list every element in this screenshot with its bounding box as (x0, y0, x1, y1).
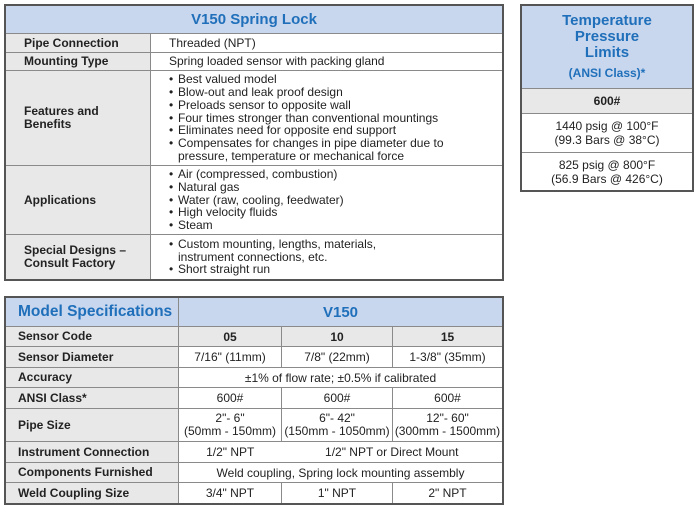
row-label: Instrument Connection (6, 442, 179, 463)
list-item: • Custom mounting, lengths, materials, instrument connections, etc. (169, 238, 379, 264)
row-label: Components Furnished (6, 463, 179, 483)
row-label: ANSI Class* (6, 388, 179, 409)
cell: 10 (282, 327, 393, 347)
table-row (6, 34, 503, 53)
row-label: Pipe Connection (6, 34, 151, 53)
cell: 1/2" NPT or Direct Mount (282, 442, 503, 463)
row-label: Mounting Type (6, 53, 151, 71)
limit-value: 1440 psig @ 100°F (555, 119, 659, 133)
cell: 6"- 42" (150mm - 1050mm) (282, 409, 393, 442)
table-row (6, 327, 503, 347)
cell: 3/4" NPT (179, 483, 282, 504)
table-row (6, 409, 503, 442)
cell: ±1% of flow rate; ±0.5% if calibrated (179, 368, 503, 388)
cell: 12"- 60" (300mm - 1500mm) (393, 409, 503, 442)
cell: 1/2" NPT (179, 442, 282, 463)
row-label: Pipe Size (6, 409, 179, 442)
table-row (6, 166, 503, 235)
cell: 7/16" (11mm) (179, 347, 282, 368)
temperature-pressure-table (521, 5, 693, 191)
table-row (6, 347, 503, 368)
row-label: Sensor Code (6, 327, 179, 347)
ansi-class: 600# (522, 89, 693, 114)
special-designs-list (169, 238, 379, 276)
list-item: • Short straight run (169, 263, 379, 276)
cell: Weld coupling, Spring lock mounting assembly (179, 463, 503, 483)
row-label: Weld Coupling Size (6, 483, 179, 504)
cell: 1-3/8" (35mm) (393, 347, 503, 368)
cell: 1" NPT (282, 483, 393, 504)
list-item: • Steam (169, 219, 502, 232)
cell: 600# (393, 388, 503, 409)
model-specifications-table (5, 297, 503, 504)
cell: 7/8" (22mm) (282, 347, 393, 368)
list-item: • High velocity fluids (169, 206, 502, 219)
table-row (6, 71, 503, 166)
list-item: • Preloads sensor to opposite wall (169, 99, 469, 112)
table-row (522, 153, 693, 191)
row-label: Sensor Diameter (6, 347, 179, 368)
table-subtitle: (ANSI Class)* (568, 66, 646, 80)
list-item: • Best valued model (169, 73, 469, 86)
list-item: • Air (compressed, combustion) (169, 168, 502, 181)
features-list (169, 73, 469, 163)
row-value: Spring loaded sensor with packing gland (151, 53, 503, 71)
list-item: • Natural gas (169, 181, 502, 194)
table-row (6, 388, 503, 409)
row-label: Accuracy (6, 368, 179, 388)
table-row (6, 235, 503, 280)
limit-value: 825 psig @ 800°F (558, 157, 656, 172)
list-item: • Eliminates need for opposite end support (169, 124, 469, 137)
table-title: Model Specifications (6, 298, 179, 327)
table-row (6, 53, 503, 71)
limit-value-metric: (56.9 Bars @ 426°C) (551, 171, 663, 186)
cell: 2" NPT (393, 483, 503, 504)
cell: 2"- 6" (50mm - 150mm) (179, 409, 282, 442)
cell: 600# (282, 388, 393, 409)
applications-list (169, 168, 502, 232)
list-item: • Water (raw, cooling, feedwater) (169, 194, 502, 207)
cell: 600# (179, 388, 282, 409)
spring-lock-table (5, 5, 503, 280)
list-item: • Blow-out and leak proof design (169, 86, 469, 99)
table-title: Temperature Pressure Limits (562, 12, 652, 61)
table-row (6, 463, 503, 483)
table-row (6, 442, 503, 463)
list-item: • Four times stronger than conventional mountings (169, 112, 469, 125)
table-row (6, 483, 503, 504)
table-title: V150 Spring Lock (6, 6, 503, 34)
row-label: Special Designs – Consult Factory (6, 235, 151, 280)
row-label: Applications (6, 166, 151, 235)
table-row (522, 114, 693, 153)
cell: 15 (393, 327, 503, 347)
limit-value-metric: (99.3 Bars @ 38°C) (554, 133, 660, 147)
list-item: • Compensates for changes in pipe diameter due to pressure, temperature or mechanical force (169, 137, 469, 163)
row-value: Threaded (NPT) (151, 34, 503, 53)
row-label: Features and Benefits (6, 71, 151, 166)
cell: 05 (179, 327, 282, 347)
table-row (6, 368, 503, 388)
model-name: V150 (179, 298, 503, 327)
